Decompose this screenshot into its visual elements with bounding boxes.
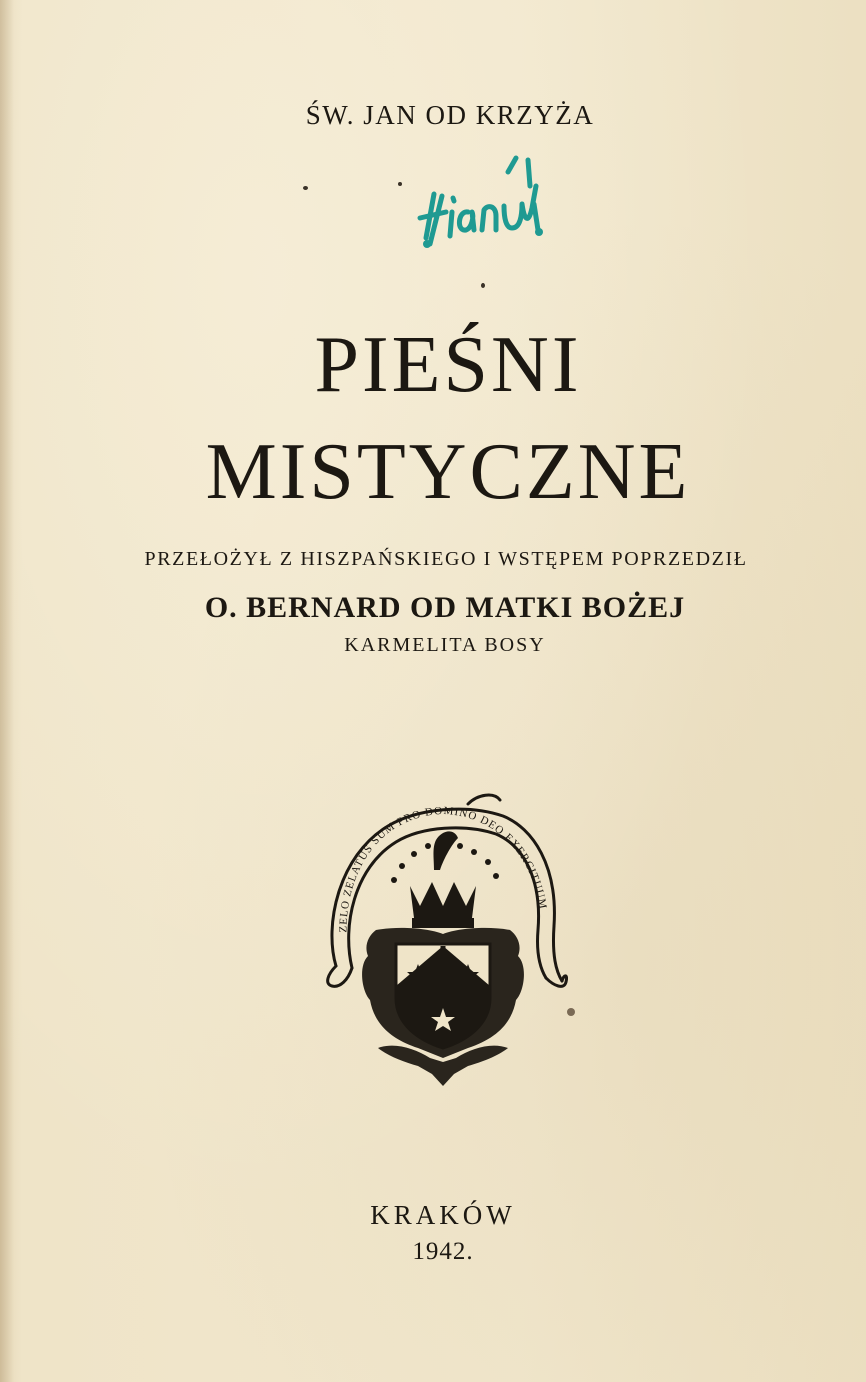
svg-text:ZELO ZELATUS SUM PRO DOMINO DE: ZELO ZELATUS SUM PRO DOMINO DEO EXERCITUUM xyxy=(337,804,549,933)
ink-speck xyxy=(567,1008,575,1016)
ink-speck xyxy=(481,283,485,288)
page-edge-shadow xyxy=(0,0,14,1382)
ink-speck xyxy=(303,186,308,190)
imprint-city: KRAKÓW xyxy=(370,1200,516,1230)
author-name: ŚW. JAN OD KRZYŻA xyxy=(305,100,595,130)
translator-order: KARMELITA BOSY xyxy=(344,634,546,656)
translator-credit: PRZEŁOŻYŁ Z HISZPAŃSKIEGO I WSTĘPEM POPRZEDZIŁ xyxy=(144,548,748,570)
handwritten-signature-icon xyxy=(412,146,562,256)
carmelite-coat-of-arms-icon xyxy=(318,786,568,1096)
imprint-year: 1942. xyxy=(412,1238,474,1265)
title-line-2: MISTYCZNE xyxy=(205,428,691,516)
translator-name: O. BERNARD OD MATKI BOŻEJ xyxy=(204,591,686,624)
ink-speck xyxy=(398,182,402,186)
title-line-1: PIEŚNI xyxy=(314,321,582,409)
